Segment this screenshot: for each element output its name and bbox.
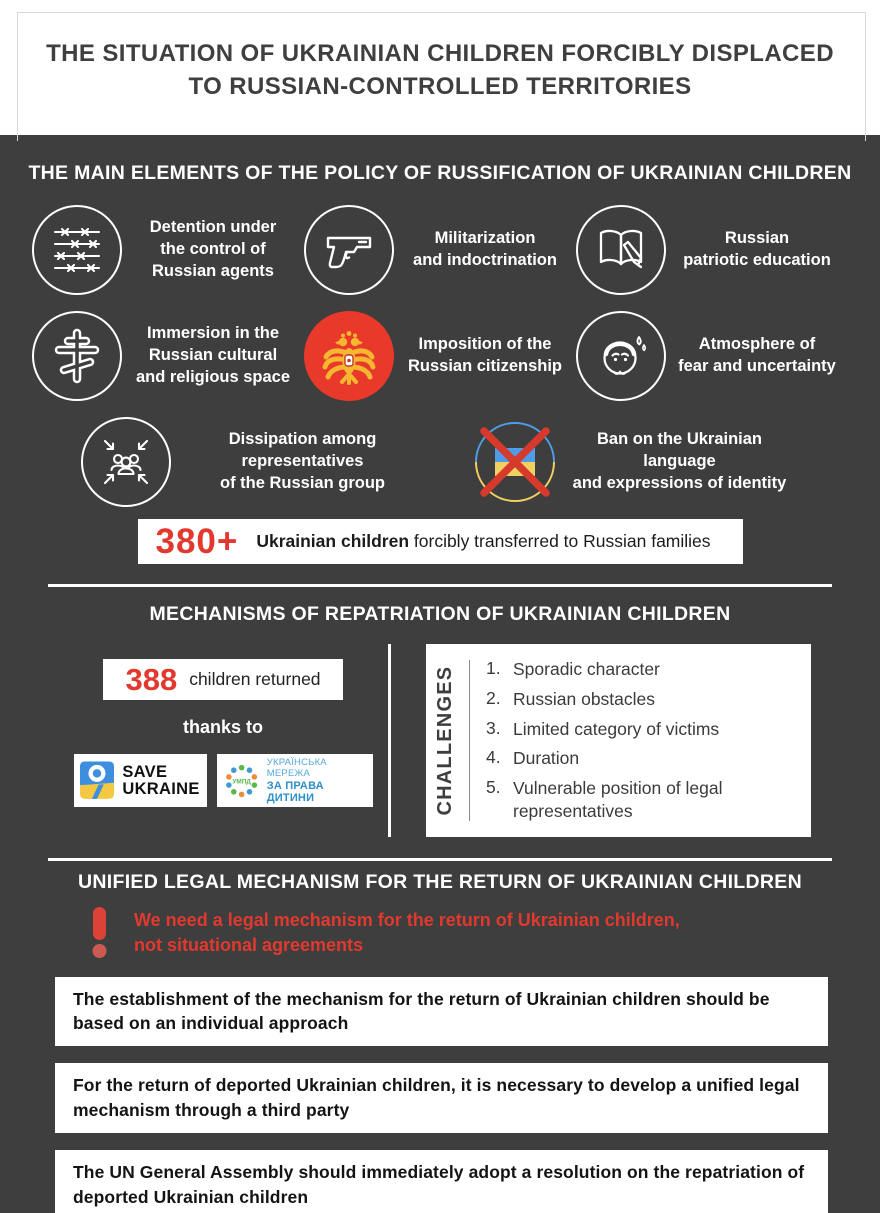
list-item — [486, 688, 797, 711]
policy-row-3 — [0, 417, 880, 507]
returned-count: 388 — [125, 662, 178, 697]
list-item-number: 2. — [486, 687, 501, 708]
list-item-text: Russian obstacles — [513, 688, 656, 709]
returned-column — [58, 644, 388, 837]
russian-coat-of-arms-icon — [304, 311, 394, 401]
alert-text: We need a legal mechanism for the return of Ukrainian children, not situational agreements — [134, 909, 680, 955]
policy-item-label: Atmosphere of fear and uncertainty — [678, 335, 836, 375]
list-item — [486, 658, 797, 681]
transferred-stat-box — [138, 519, 743, 564]
orthodox-cross-icon — [32, 311, 122, 401]
save-ukraine-logo — [74, 754, 207, 807]
challenges-box — [426, 644, 811, 837]
columns-divider — [388, 644, 391, 837]
list-item-text: Sporadic character — [513, 659, 660, 679]
list-item — [486, 747, 797, 770]
policy-item-militarization — [304, 205, 576, 295]
header-band — [0, 0, 880, 135]
pistol-icon — [304, 205, 394, 295]
transferred-text-highlight: Ukrainian children — [256, 531, 410, 551]
policy-row-2 — [0, 311, 880, 401]
challenges-inner-divider — [469, 660, 471, 821]
policy-item-label: Detention under the control of Russian agents — [149, 218, 277, 280]
save-ukraine-line2: UKRAINE — [122, 779, 200, 798]
policy-item-detention — [32, 205, 304, 295]
alert-row — [86, 906, 880, 960]
barbed-wire-icon — [32, 205, 122, 295]
network-line2: ЗА ПРАВА ДИТИНИ — [266, 780, 324, 804]
challenges-title: CHALLENGES — [433, 665, 456, 816]
challenges-column — [426, 644, 811, 837]
list-item-number: 4. — [486, 747, 501, 768]
list-item — [486, 718, 797, 741]
policy-item-label: Imposition of the Russian citizenship — [407, 335, 563, 375]
transferred-text — [256, 531, 710, 552]
worried-face-icon — [576, 311, 666, 401]
russification-heading: THE MAIN ELEMENTS OF THE POLICY OF RUSSIFICATION OF UKRAINIAN CHILDREN — [28, 162, 852, 184]
list-item-text: Limited category of victims — [513, 718, 720, 739]
policy-row-1 — [0, 205, 880, 295]
policy-item-fear — [576, 311, 848, 401]
list-item-text: Vulnerable position of legal representatives — [513, 778, 723, 821]
policy-item-religion — [32, 311, 304, 401]
save-ukraine-line1: SAVE — [122, 762, 168, 781]
policy-item-dissipation — [81, 417, 435, 507]
policy-item-language-ban — [470, 417, 800, 507]
network-center-text: УМПД — [231, 777, 251, 785]
group-converge-icon — [81, 417, 171, 507]
list-item — [486, 777, 797, 823]
ukrainian-network-logo — [217, 754, 373, 807]
ukrainian-network-text — [267, 757, 368, 804]
mechanisms-columns — [0, 644, 880, 837]
list-item-text: Duration — [513, 748, 580, 769]
list-item-number: 5. — [486, 777, 501, 797]
challenges-list — [486, 658, 797, 823]
section-divider — [48, 858, 832, 861]
book-pencil-icon — [576, 205, 666, 295]
page-title: THE SITUATION OF UKRAINIAN CHILDREN FORCIBLY DISPLACED TO RUSSIAN-CONTROLLED TERRITORIES — [46, 40, 834, 101]
list-item-number: 1. — [486, 658, 501, 678]
policy-item-label: Militarization and indoctrination — [413, 229, 557, 269]
unified-heading: UNIFIED LEGAL MECHANISM FOR THE RETURN OF UKRAINIAN CHILDREN — [78, 870, 802, 893]
save-ukraine-mark-icon — [80, 761, 114, 801]
save-ukraine-text — [122, 764, 199, 798]
exclamation-icon — [86, 906, 112, 960]
returned-label: children returned — [189, 669, 321, 689]
returned-stat-box — [103, 659, 342, 700]
partner-logos — [58, 754, 388, 807]
policy-item-label: Russian patriotic education — [683, 229, 831, 269]
policy-item-label: Immersion in the Russian cultural and religious space — [135, 324, 291, 386]
banned-ukrainian-flag-icon — [470, 417, 560, 507]
statement-box: The UN General Assembly should immediately adopt a resolution on the repatriation of deported Ukrainian children — [55, 1150, 828, 1213]
repatriation-heading: MECHANISMS OF REPATRIATION OF UKRAINIAN CHILDREN — [149, 603, 731, 625]
policy-item-label: Ban on the Ukrainian language and expressions of identity — [572, 430, 787, 492]
policy-item-label: Dissipation among representatives of the Russian group — [220, 430, 385, 492]
statement-box: The establishment of the mechanism for the return of Ukrainian children should be based on an individual approach — [55, 977, 828, 1047]
transferred-text-rest: forcibly transferred to Russian families — [409, 531, 711, 551]
ukrainian-network-mark-icon — [222, 760, 261, 802]
thanks-to-label: thanks to — [182, 717, 263, 737]
policy-item-education — [576, 205, 848, 295]
policy-item-citizenship — [304, 311, 576, 401]
statement-box: For the return of deported Ukrainian children, it is necessary to develop a unified legal mechanism through a third party — [55, 1063, 828, 1133]
transferred-count: 380+ — [155, 522, 239, 561]
network-line1: УКРАЇНСЬКА МЕРЕЖА — [266, 757, 327, 779]
list-item-number: 3. — [486, 717, 501, 738]
section-divider — [48, 584, 832, 587]
